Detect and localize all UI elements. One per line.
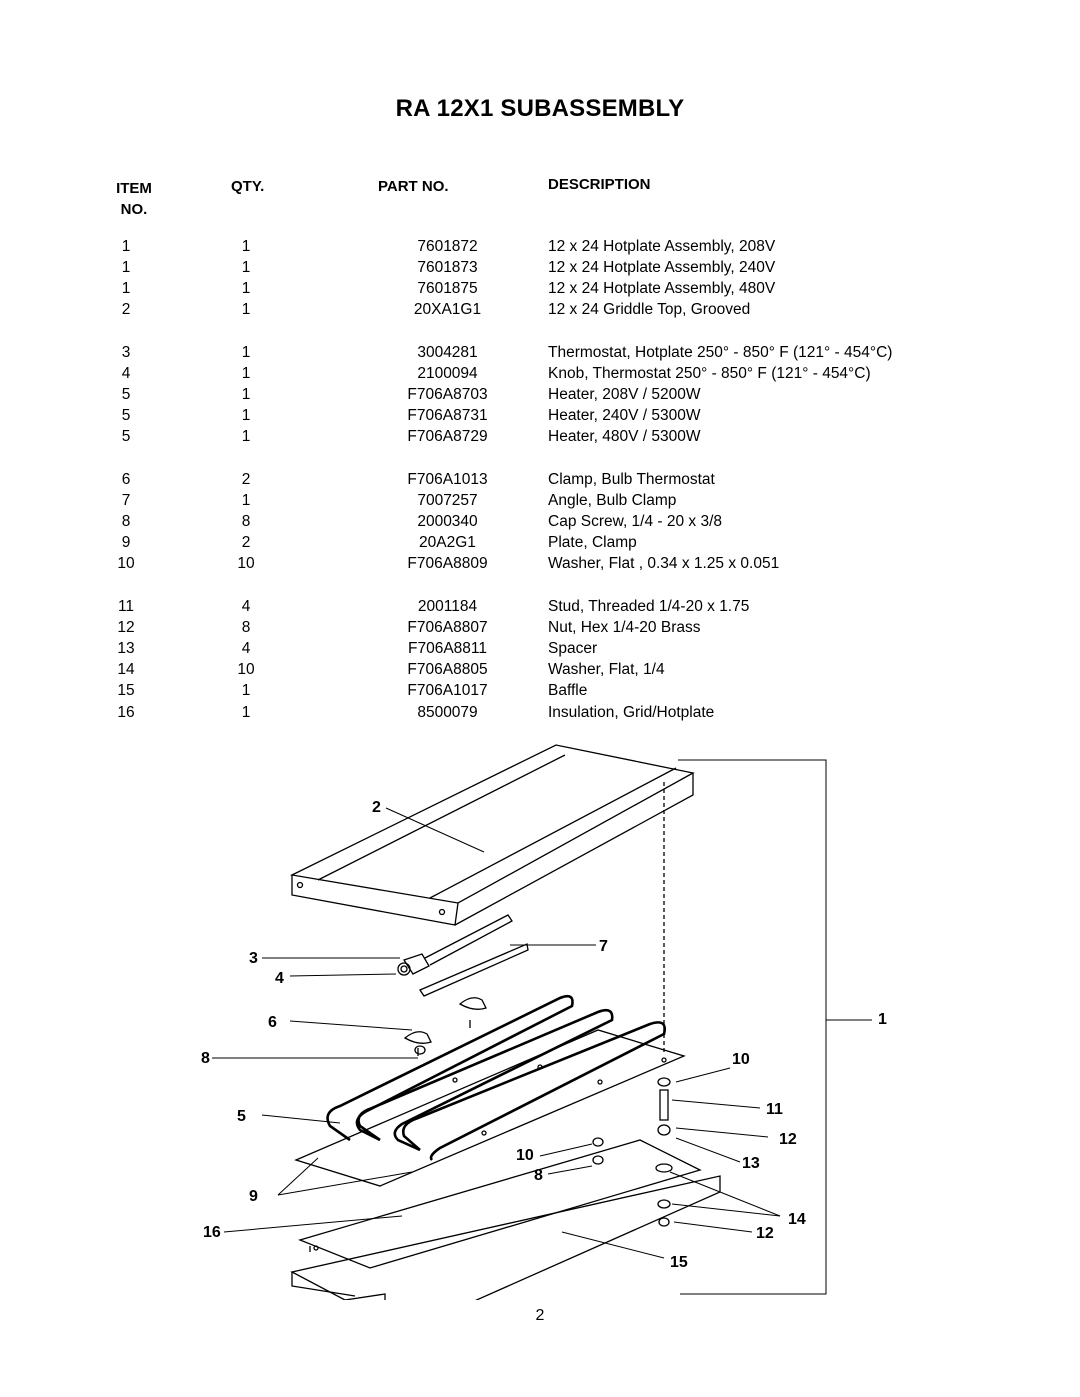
description-cell: Cap Screw, 1/4 - 20 x 3/8: [548, 513, 723, 530]
item-no-cell: 5: [121, 386, 131, 403]
item-no-cell: 1: [121, 238, 131, 255]
header-item-line1: ITEM: [116, 180, 152, 197]
part-no-cell: 2100094: [417, 365, 478, 382]
part-no-cell: 7601872: [417, 238, 478, 255]
item-no-cell: 14: [117, 661, 135, 678]
qty-cell: 2: [241, 471, 251, 488]
table-row: [0, 492, 1080, 513]
exploded-assembly-diagram: [0, 730, 1080, 1300]
item-no-cell: 2: [121, 301, 131, 318]
callout-label: 4: [275, 970, 284, 987]
item-no-cell: 1: [121, 280, 131, 297]
description-cell: Spacer: [548, 640, 598, 657]
item-no-cell: 5: [121, 407, 131, 424]
description-cell: Angle, Bulb Clamp: [548, 492, 677, 509]
callout-label: 10: [732, 1051, 750, 1068]
item-no-cell: 15: [117, 682, 135, 699]
qty-cell: 1: [241, 492, 251, 509]
qty-cell: 4: [241, 640, 251, 657]
thermostat-bulb-drawing: [398, 915, 528, 996]
item-no-cell: 13: [117, 640, 135, 657]
qty-cell: 1: [241, 280, 251, 297]
callout-label: 10: [516, 1147, 534, 1164]
qty-cell: 1: [241, 682, 251, 699]
description-cell: Washer, Flat , 0.34 x 1.25 x 0.051: [548, 555, 780, 572]
page-title: RA 12X1 SUBASSEMBLY: [395, 95, 685, 122]
description-cell: Thermostat, Hotplate 250° - 850° F (121° - 454°C): [548, 344, 893, 361]
qty-cell: 1: [241, 704, 251, 721]
heater-element-drawing: [328, 996, 665, 1160]
header-part-no: PART NO.: [378, 178, 449, 195]
part-no-cell: F706A1013: [407, 471, 488, 488]
part-no-cell: 3004281: [417, 344, 478, 361]
part-no-cell: F706A8729: [407, 428, 488, 445]
part-no-cell: F706A8805: [407, 661, 488, 678]
table-row: [0, 344, 1080, 365]
part-no-cell: 7601875: [417, 280, 478, 297]
qty-cell: 10: [237, 555, 255, 572]
description-cell: 12 x 24 Hotplate Assembly, 240V: [548, 259, 776, 276]
description-cell: Stud, Threaded 1/4-20 x 1.75: [548, 598, 750, 615]
part-no-cell: F706A8731: [407, 407, 488, 424]
table-row: [0, 598, 1080, 619]
callout-label: 16: [203, 1224, 221, 1241]
part-no-cell: 20XA1G1: [413, 301, 482, 318]
part-no-cell: F706A1017: [407, 682, 488, 699]
qty-cell: 4: [241, 598, 251, 615]
item-no-cell: 10: [117, 555, 135, 572]
part-no-cell: 7601873: [417, 259, 478, 276]
callout-label: 7: [599, 938, 608, 955]
qty-cell: 2: [241, 534, 251, 551]
callout-label: 2: [372, 799, 381, 816]
description-cell: Nut, Hex 1/4-20 Brass: [548, 619, 701, 636]
description-cell: 12 x 24 Hotplate Assembly, 208V: [548, 238, 776, 255]
item-no-cell: 8: [121, 513, 131, 530]
callout-label: 6: [268, 1014, 277, 1031]
baffle-drawing: [292, 1176, 720, 1300]
griddle-top-drawing: [292, 745, 693, 925]
table-row: [0, 365, 1080, 386]
part-no-cell: 2001184: [417, 598, 478, 615]
description-cell: Insulation, Grid/Hotplate: [548, 704, 715, 721]
qty-cell: 1: [241, 428, 251, 445]
item-no-cell: 7: [121, 492, 131, 509]
table-row: [0, 534, 1080, 555]
item-no-cell: 5: [121, 428, 131, 445]
callout-label: 3: [249, 950, 258, 967]
table-row: [0, 640, 1080, 661]
header-item-line2: NO.: [120, 201, 148, 218]
header-description: DESCRIPTION: [548, 176, 651, 193]
part-no-cell: 8500079: [417, 704, 478, 721]
insulation-drawing: [300, 1140, 700, 1268]
item-no-cell: 9: [121, 534, 131, 551]
part-no-cell: 2000340: [417, 513, 478, 530]
qty-cell: 8: [241, 619, 251, 636]
table-row: [0, 661, 1080, 682]
table-row: [0, 386, 1080, 407]
description-cell: Baffle: [548, 682, 588, 699]
table-row: [0, 259, 1080, 280]
item-no-cell: 4: [121, 365, 131, 382]
item-no-cell: 12: [117, 619, 135, 636]
callout-label: 12: [756, 1225, 774, 1242]
callout-label: 12: [779, 1131, 797, 1148]
table-row: [0, 301, 1080, 322]
part-no-cell: F706A8807: [407, 619, 488, 636]
callout-label: 1: [878, 1011, 887, 1028]
description-cell: Knob, Thermostat 250° - 850° F (121° - 454°C): [548, 365, 871, 382]
header-qty: QTY.: [231, 178, 265, 195]
table-row: [0, 513, 1080, 534]
qty-cell: 1: [241, 365, 251, 382]
description-cell: 12 x 24 Griddle Top, Grooved: [548, 301, 751, 318]
table-row: [0, 555, 1080, 576]
table-row: [0, 682, 1080, 703]
qty-cell: 1: [241, 344, 251, 361]
callout-label: 5: [237, 1108, 246, 1125]
callout-label: 8: [201, 1050, 210, 1067]
part-no-cell: F706A8809: [407, 555, 488, 572]
callout-label: 9: [249, 1188, 258, 1205]
part-no-cell: 7007257: [417, 492, 478, 509]
callout-label: 15: [670, 1254, 688, 1271]
table-row: [0, 238, 1080, 259]
description-cell: Heater, 208V / 5200W: [548, 386, 701, 403]
description-cell: Plate, Clamp: [548, 534, 637, 551]
page-number: 2: [535, 1307, 545, 1324]
callout-label: 14: [788, 1211, 806, 1228]
callout-label: 11: [766, 1101, 783, 1118]
description-cell: Heater, 240V / 5300W: [548, 407, 701, 424]
qty-cell: 8: [241, 513, 251, 530]
table-row: [0, 704, 1080, 725]
table-row: [0, 407, 1080, 428]
table-row: [0, 280, 1080, 301]
header-item: [112, 178, 156, 220]
description-cell: Clamp, Bulb Thermostat: [548, 471, 715, 488]
description-cell: Heater, 480V / 5300W: [548, 428, 701, 445]
part-no-cell: F706A8703: [407, 386, 488, 403]
qty-cell: 1: [241, 407, 251, 424]
item-no-cell: 3: [121, 344, 131, 361]
table-row: [0, 428, 1080, 449]
qty-cell: 1: [241, 259, 251, 276]
table-row: [0, 471, 1080, 492]
callout-label: 13: [742, 1155, 760, 1172]
qty-cell: 1: [241, 386, 251, 403]
item-no-cell: 16: [117, 704, 135, 721]
table-row: [0, 619, 1080, 640]
item-no-cell: 1: [121, 259, 131, 276]
qty-cell: 1: [241, 301, 251, 318]
callout-label: 8: [534, 1167, 543, 1184]
item-no-cell: 6: [121, 471, 131, 488]
bulb-clamps-drawing: [405, 998, 486, 1056]
description-cell: 12 x 24 Hotplate Assembly, 480V: [548, 280, 776, 297]
qty-cell: 10: [237, 661, 255, 678]
part-no-cell: F706A8811: [408, 640, 487, 657]
qty-cell: 1: [241, 238, 251, 255]
item-no-cell: 11: [117, 598, 135, 615]
description-cell: Washer, Flat, 1/4: [548, 661, 665, 678]
part-no-cell: 20A2G1: [419, 534, 476, 551]
